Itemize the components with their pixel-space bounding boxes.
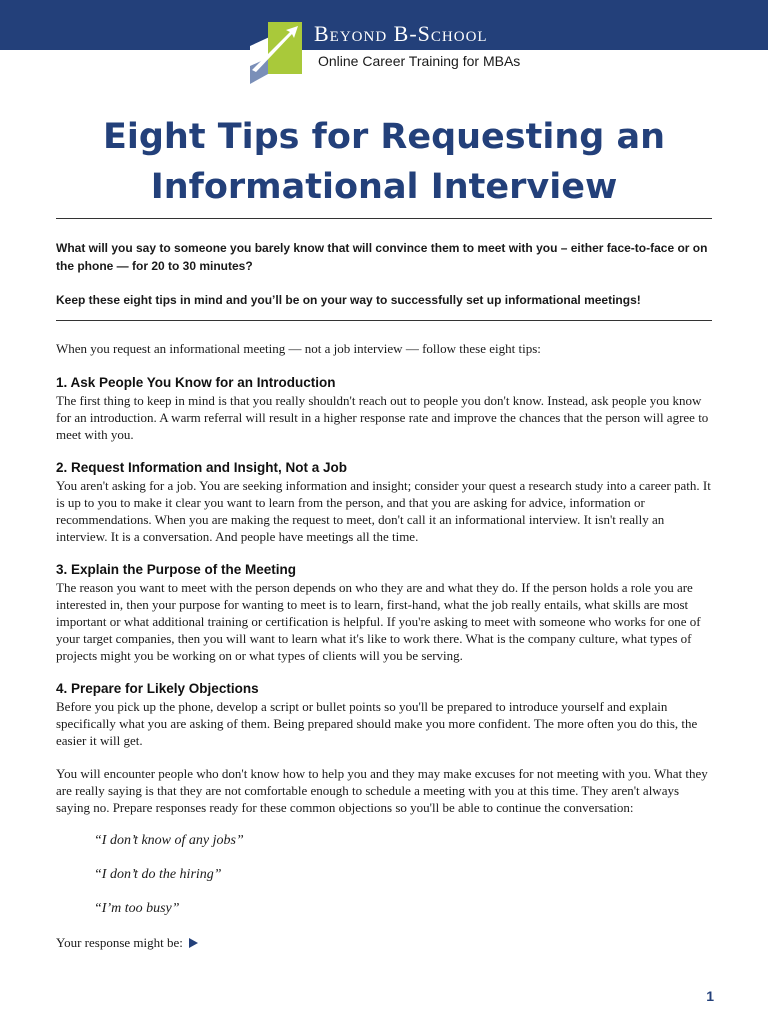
response-label: Your response might be: <box>56 935 183 950</box>
arrow-up-right-icon <box>250 22 302 84</box>
intro-tip-line: Keep these eight tips in mind and you’ll be on your way to successfully set up informational meetings! <box>56 293 641 307</box>
tip-section <box>56 374 712 443</box>
response-line <box>56 934 712 951</box>
tip-section <box>56 459 712 545</box>
play-arrow-icon <box>189 938 198 948</box>
tip-body: You aren't asking for a job. You are seeking information and insight; consider your quest a research study into a career path. It is up to you to make it clear you want to learn from the person, and that you are asking for advice, information or recommendations. When you are making the request to meet, don't call it an informational interview. It isn't really an interview. It is a conversation. And people have meetings all the time. <box>56 478 711 544</box>
quote-item: “I don’t know of any jobs” <box>94 833 244 848</box>
tip-body: The reason you want to meet with the person depends on who they are and what they do. If the person holds a role you are interested in, then your purpose for wanting to meet is to learn, first-hand, what the job really entails, what skills are most important or what additional training or certification is helpful. If you're asking to meet with someone who works for one of your target companies, then you will want to learn what it's like to work there. What is the company culture, what types of projects might you be working on or what types of clients will you be serving. <box>56 580 701 663</box>
quote-item: “I’m too busy” <box>94 901 180 916</box>
page-title: Eight Tips for Requesting an Informational Interview <box>102 117 666 207</box>
article-body <box>56 340 712 951</box>
tip-heading: 2. Request Information and Insight, Not a Job <box>56 460 348 475</box>
quote-item: “I don’t do the hiring” <box>94 867 222 882</box>
objection-quotes <box>94 832 712 918</box>
intro-question: What will you say to someone you barely know that will convince them to meet with you – either face-to-face or on the phone — for 20 to 30 minutes? <box>56 241 708 273</box>
brand-tagline: Online Career Training for MBAs <box>318 53 521 69</box>
objections-paragraph: You will encounter people who don't know how to help you and they may make excuses for not meeting with you. What they are really saying is that they are not comfortable enough to schedule a meeting with you at this time. They aren't always saying no. Prepare responses ready for these common objections so you'll be able to continue the conversation: <box>56 766 708 815</box>
lead-paragraph: When you request an informational meeting — not a job interview — follow these eight tips: <box>56 341 541 356</box>
tip-section <box>56 561 712 664</box>
tip-body: Before you pick up the phone, develop a script or bullet points so you'll be prepared to introduce yourself and explain specifically what you are asking of them. Being prepared should make you more confident. The more often you do this, the easier it will get. <box>56 699 698 748</box>
tip-body: The first thing to keep in mind is that you really shouldn't reach out to people you don't know. Instead, ask people you know for an introduction. A warm referral will result in a higher response rate and improve the chances that the person will agree to meet with you. <box>56 393 709 442</box>
tip-section <box>56 680 712 816</box>
tip-heading: 1. Ask People You Know for an Introduction <box>56 375 336 390</box>
tip-heading: 4. Prepare for Likely Objections <box>56 681 259 696</box>
page-number: 1 <box>706 988 714 1004</box>
divider-top <box>56 218 712 219</box>
divider-bottom <box>56 320 712 321</box>
brand-name: Beyond B-School <box>314 21 488 46</box>
tip-heading: 3. Explain the Purpose of the Meeting <box>56 562 297 577</box>
